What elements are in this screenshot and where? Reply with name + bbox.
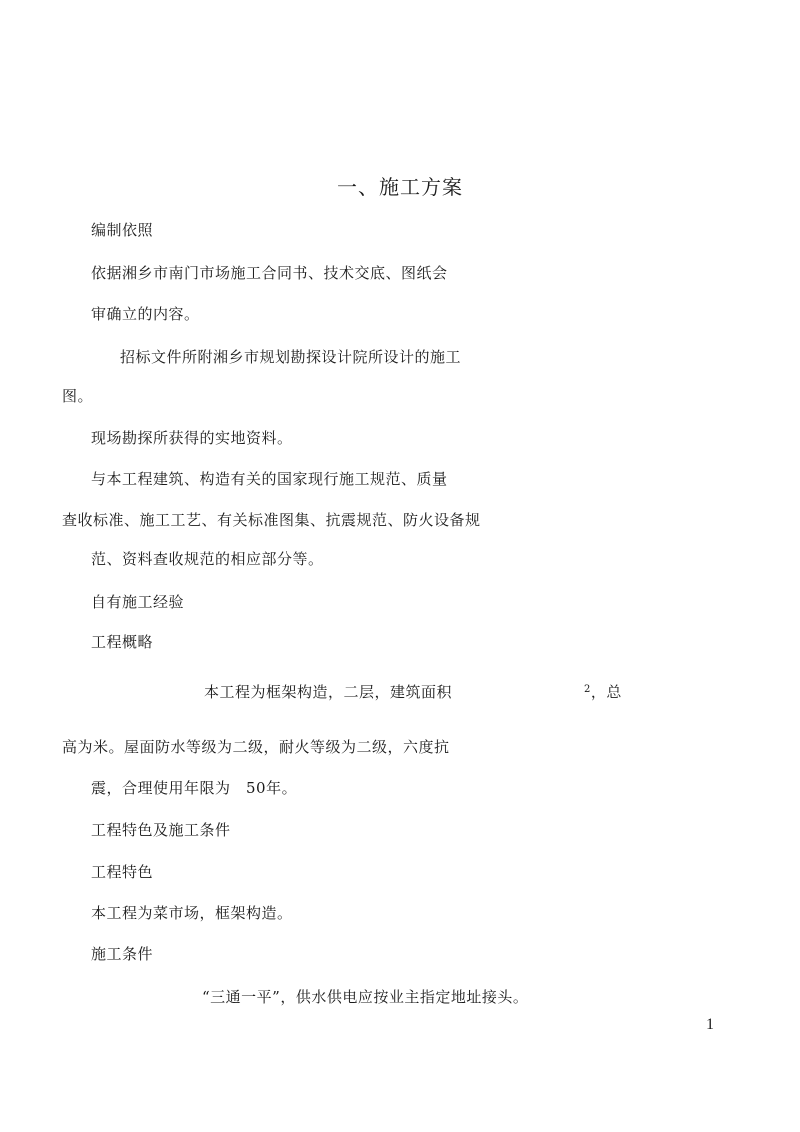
- paragraph-compile-basis: 编制依照: [91, 221, 154, 239]
- paragraph-line: 图。: [62, 387, 94, 405]
- document-title: 一、施工方案: [337, 175, 463, 199]
- section-heading: 工程概略: [91, 633, 154, 651]
- paragraph-line: 高为米。屋面防水等级为二级，耐火等级为二级，六度抗: [62, 738, 450, 756]
- paragraph-line: 查收标准、施工工艺、有关标准图集、抗震规范、防火设备规: [62, 511, 481, 529]
- paragraph-line: 与本工程建筑、构造有关的国家现行施工规范、质量: [91, 470, 448, 488]
- section-heading: 自有施工经验: [91, 593, 185, 611]
- paragraph-line: 范、资料查收规范的相应部分等。: [91, 550, 324, 568]
- paragraph-line: 招标文件所附湘乡市规划勘探设计院所设计的施工: [120, 348, 462, 366]
- paragraph-fragment: ，总: [590, 683, 622, 701]
- paragraph-line: 现场勘探所获得的实地资料。: [91, 429, 293, 447]
- area-unit-fragment: [584, 682, 622, 702]
- paragraph-line: 依据湘乡市南门市场施工合同书、技术交底、图纸会: [91, 264, 448, 282]
- paragraph-line: 本工程为框架构造，二层，建筑面积: [204, 683, 453, 701]
- section-heading: 工程特色: [91, 863, 154, 881]
- paragraph-line: 震，合理使用年限为 50年。: [91, 779, 298, 797]
- section-heading: 工程特色及施工条件: [91, 821, 231, 839]
- paragraph-line: 本工程为菜市场，框架构造。: [91, 904, 293, 922]
- paragraph-line: “三通一平”，供水供电应按业主指定地址接头。: [202, 988, 529, 1006]
- page-number: 1: [706, 1016, 714, 1033]
- section-heading: 施工条件: [91, 945, 154, 963]
- paragraph-line: 审确立的内容。: [91, 305, 200, 323]
- superscript-two: 2: [584, 684, 591, 695]
